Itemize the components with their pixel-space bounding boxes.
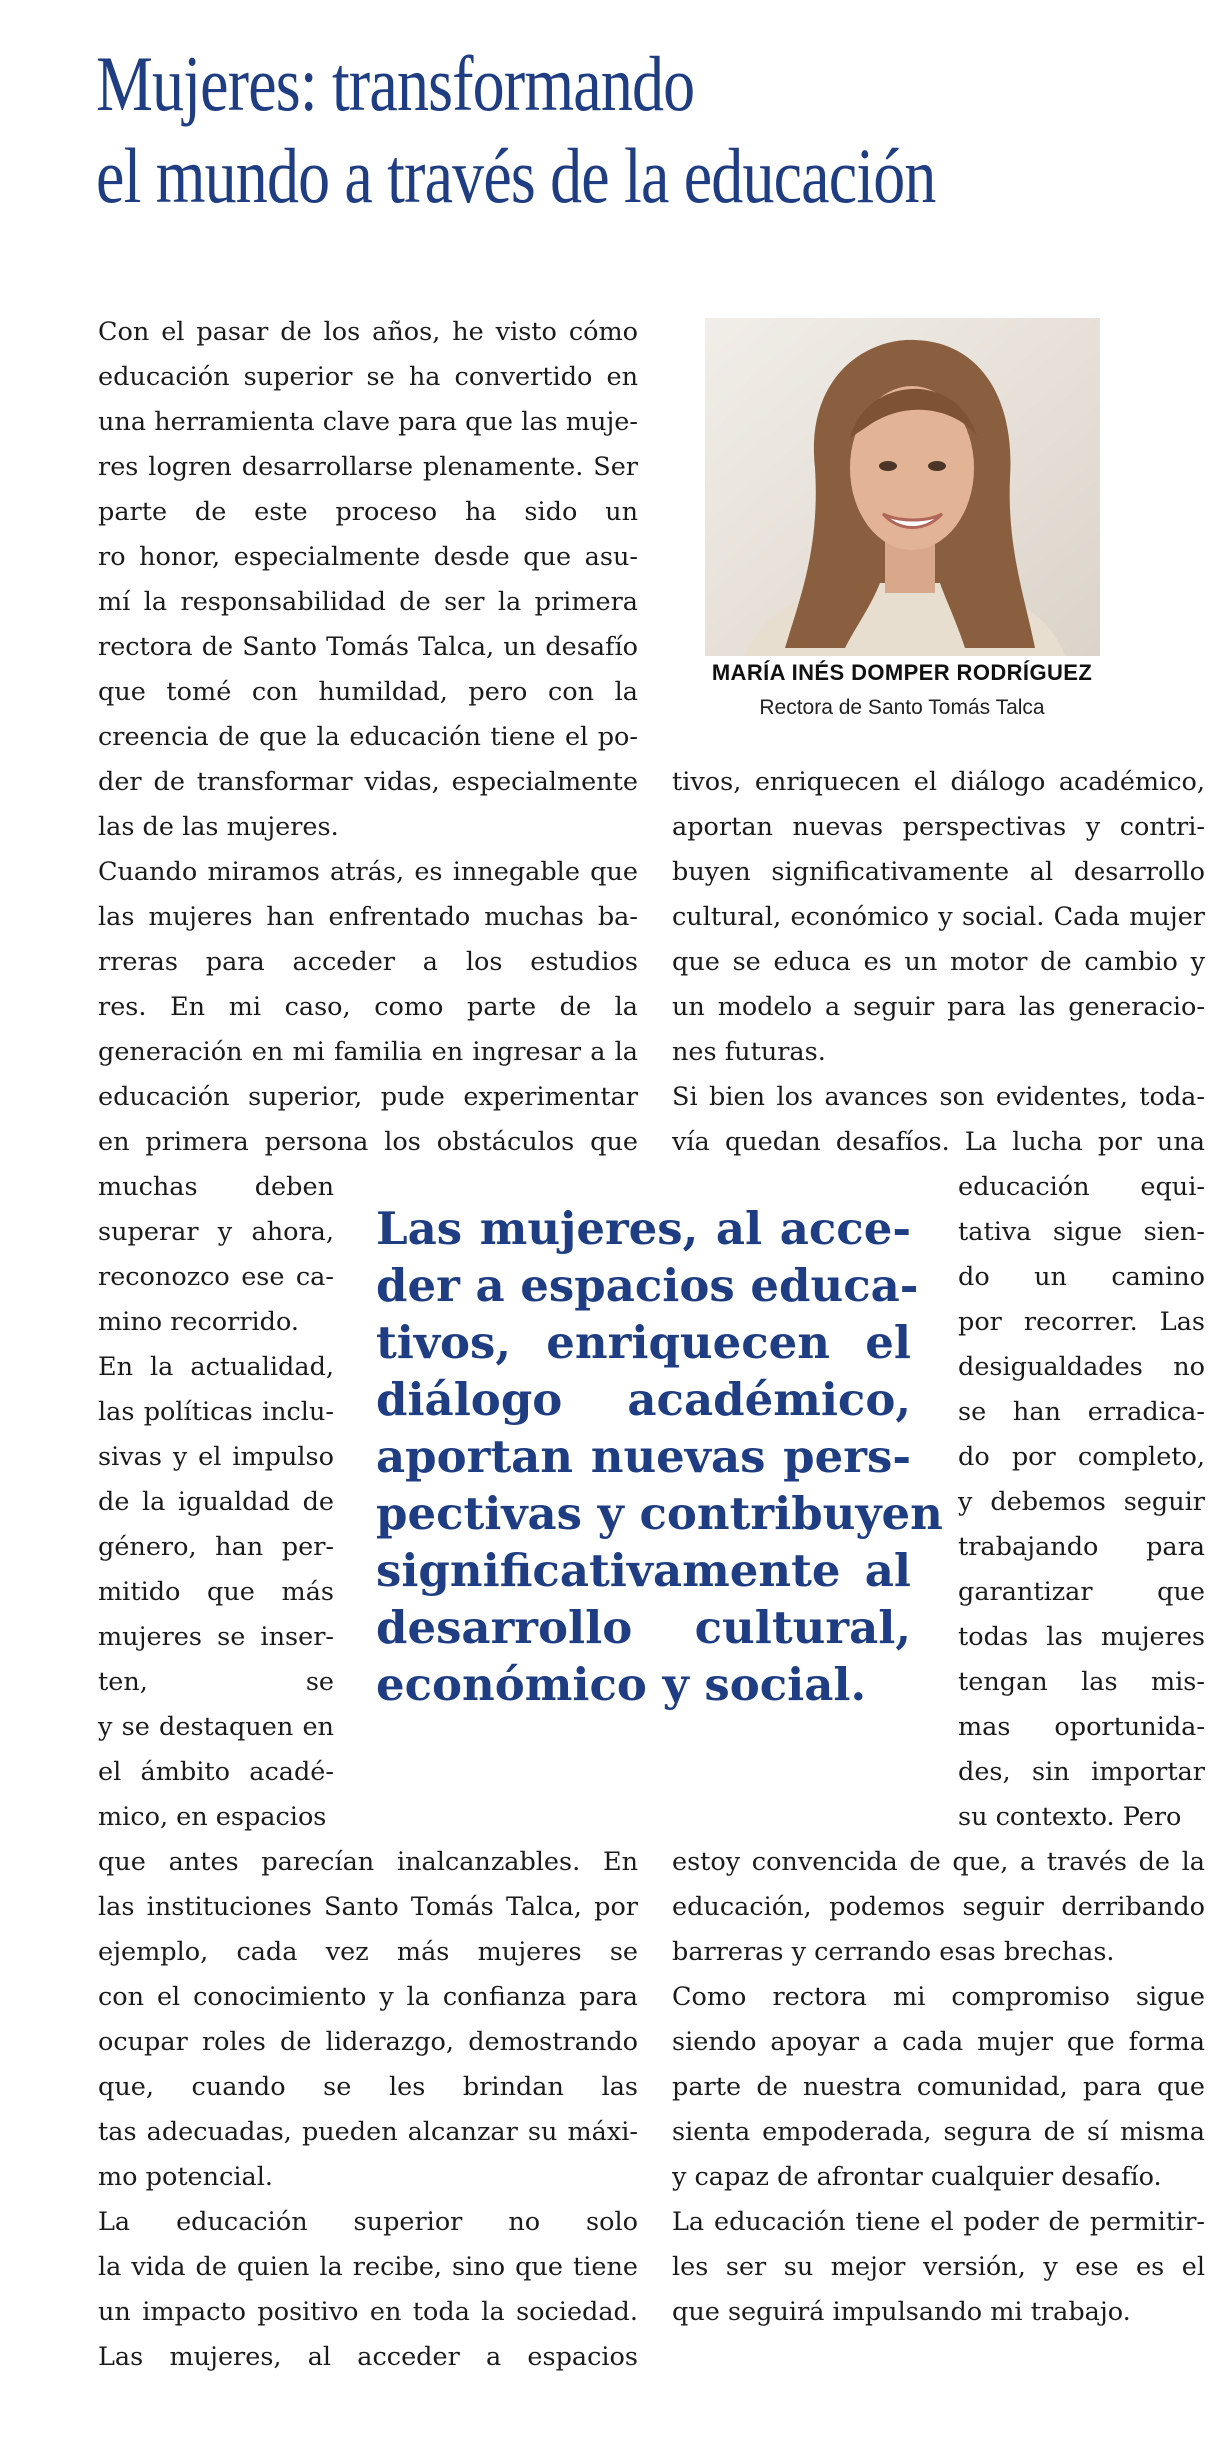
text-line: nes futuras. bbox=[672, 1037, 826, 1067]
text-line: En la actualidad, bbox=[98, 1352, 334, 1382]
text-line: garantizar que bbox=[958, 1577, 1205, 1607]
text-line: estoy convencida de que, a través de la bbox=[672, 1847, 1205, 1877]
text-line: que antes parecían inalcanzables. En bbox=[98, 1847, 638, 1877]
text-line: las de las mujeres. bbox=[98, 812, 339, 842]
portrait-drawing bbox=[705, 318, 1100, 656]
left-column-top bbox=[98, 310, 638, 1165]
text-line: ejemplo, cada vez más mujeres se bbox=[98, 1937, 638, 1967]
author-portrait bbox=[705, 318, 1100, 656]
text-line: trabajando para bbox=[958, 1532, 1205, 1562]
text-line: que, cuando se les brindan las bbox=[98, 2072, 638, 2102]
text-line: generación en mi familia en ingresar a la bbox=[98, 1037, 638, 1067]
text-line: rectora de Santo Tomás Talca, un desafío bbox=[98, 632, 638, 662]
text-line: Como rectora mi compromiso sigue bbox=[672, 1982, 1205, 2012]
text-line: ro honor, especialmente desde que asu- bbox=[98, 542, 638, 572]
text-line: siendo apoyar a cada mujer que forma bbox=[672, 2027, 1205, 2057]
text-line: la vida de quien la recibe, sino que tiene bbox=[98, 2252, 638, 2282]
text-line: les ser su mejor versión, y ese es el bbox=[672, 2252, 1205, 2282]
text-line: sienta empoderada, segura de sí misma bbox=[672, 2117, 1205, 2147]
right-top-lines bbox=[672, 760, 1205, 1165]
text-line: superar y ahora, bbox=[98, 1217, 334, 1247]
pull-quote-line: diálogo académico, bbox=[376, 1373, 911, 1426]
text-line: ocupar roles de liderazgo, demostrando bbox=[98, 2027, 638, 2057]
text-line: y debemos seguir bbox=[958, 1487, 1205, 1517]
text-line: tativa sigue sien- bbox=[958, 1217, 1205, 1247]
text-line: un modelo a seguir para las generacio- bbox=[672, 992, 1205, 1022]
text-line: rreras para acceder a los estudios bbox=[98, 947, 638, 977]
text-line: educación equi- bbox=[958, 1172, 1205, 1202]
text-line: de la igualdad de bbox=[98, 1487, 334, 1517]
text-line: educación superior se ha convertido en bbox=[98, 362, 638, 392]
text-line: por recorrer. Las bbox=[958, 1307, 1205, 1337]
text-line: un impacto positivo en toda la sociedad. bbox=[98, 2297, 638, 2327]
text-line: buyen significativamente al desarrollo bbox=[672, 857, 1205, 887]
pull-quote-line: aportan nuevas pers- bbox=[376, 1430, 911, 1483]
text-line: las políticas inclu- bbox=[98, 1397, 334, 1427]
text-line: mí la responsabilidad de ser la primera bbox=[98, 587, 638, 617]
right-column-bottom bbox=[672, 1840, 1205, 2335]
text-line: una herramienta clave para que las muje- bbox=[98, 407, 638, 437]
text-line: ten, se bbox=[98, 1667, 334, 1697]
text-line: tivos, enriquecen el diálogo académico, bbox=[672, 767, 1205, 797]
text-line: mo potencial. bbox=[98, 2162, 273, 2192]
text-line: La educación superior no solo bbox=[98, 2207, 638, 2237]
text-line: des, sin importar bbox=[958, 1757, 1205, 1787]
left-top-lines bbox=[98, 310, 638, 1165]
left-narrow-lines bbox=[98, 1165, 334, 1840]
text-line: las mujeres han enfrentado muchas ba- bbox=[98, 902, 638, 932]
text-line: y capaz de afrontar cualquier desafío. bbox=[672, 2162, 1162, 2192]
text-line: sivas y el impulso bbox=[98, 1442, 334, 1472]
text-line: La educación tiene el poder de permitir- bbox=[672, 2207, 1205, 2237]
right-narrow-lines bbox=[958, 1165, 1205, 1840]
text-line: que tomé con humildad, pero con la bbox=[98, 677, 638, 707]
text-line: con el conocimiento y la confianza para bbox=[98, 1982, 638, 2012]
article-title bbox=[96, 38, 982, 222]
pull-quote-line: significativamente al bbox=[376, 1544, 911, 1597]
left-column-narrow bbox=[98, 1165, 334, 1840]
right-column-narrow bbox=[958, 1165, 1205, 1840]
text-line: mico, en espacios bbox=[98, 1802, 327, 1832]
text-line: muchas deben bbox=[98, 1172, 334, 1202]
text-line: que se educa es un motor de cambio y bbox=[672, 947, 1205, 977]
text-line: aportan nuevas perspectivas y contri- bbox=[672, 812, 1205, 842]
text-line: su contexto. Pero bbox=[958, 1802, 1182, 1832]
text-line: educación, podemos seguir derribando bbox=[672, 1892, 1205, 1922]
text-line: Con el pasar de los años, he visto cómo bbox=[98, 317, 638, 347]
text-line: res. En mi caso, como parte de la bbox=[98, 992, 638, 1022]
text-line: creencia de que la educación tiene el po- bbox=[98, 722, 638, 752]
text-line: Cuando miramos atrás, es innegable que bbox=[98, 857, 638, 887]
right-bottom-lines bbox=[672, 1840, 1205, 2335]
text-line: parte de nuestra comunidad, para que bbox=[672, 2072, 1205, 2102]
pull-quote-line: tivos, enriquecen el bbox=[376, 1316, 911, 1369]
text-line: res logren desarrollarse plenamente. Ser bbox=[98, 452, 638, 482]
pull-quote-line: económico y social. bbox=[376, 1658, 867, 1711]
title-line-1: Mujeres: transformando bbox=[96, 40, 695, 127]
author-role: Rectora de Santo Tomás Talca bbox=[759, 696, 1045, 719]
text-line: Las mujeres, al acceder a espacios bbox=[98, 2342, 638, 2372]
pull-quote-lines bbox=[376, 1200, 943, 1713]
text-line: do por completo, bbox=[958, 1442, 1205, 1472]
pull-quote-line: pectivas y contribuyen bbox=[376, 1487, 943, 1540]
text-line: mitido que más bbox=[98, 1577, 334, 1607]
text-line: educación superior, pude experimentar bbox=[98, 1082, 638, 1112]
text-line: desigualdades no bbox=[958, 1352, 1205, 1382]
pull-quote-line: desarrollo cultural, bbox=[376, 1601, 911, 1654]
text-line: cultural, económico y social. Cada mujer bbox=[672, 902, 1205, 932]
text-line: barreras y cerrando esas brechas. bbox=[672, 1937, 1115, 1967]
text-line: mino recorrido. bbox=[98, 1307, 299, 1337]
text-line: mas oportunida- bbox=[958, 1712, 1205, 1742]
pull-quote-line: Las mujeres, al acce- bbox=[376, 1202, 911, 1255]
text-line: tengan las mis- bbox=[958, 1667, 1205, 1697]
text-line: todas las mujeres bbox=[958, 1622, 1205, 1652]
text-line: vía quedan desafíos. La lucha por una bbox=[672, 1127, 1205, 1157]
text-line: y se destaquen en bbox=[98, 1712, 334, 1742]
pull-quote bbox=[376, 1200, 943, 1713]
text-line: que seguirá impulsando mi trabajo. bbox=[672, 2297, 1131, 2327]
text-line: Si bien los avances son evidentes, toda- bbox=[672, 1082, 1205, 1112]
text-line: se han erradica- bbox=[958, 1397, 1205, 1427]
text-line: las instituciones Santo Tomás Talca, por bbox=[98, 1892, 638, 1922]
text-line: reconozco ese ca- bbox=[98, 1262, 334, 1292]
text-line: mujeres se inser- bbox=[98, 1622, 334, 1652]
right-column-top bbox=[672, 760, 1205, 1165]
author-name: MARÍA INÉS DOMPER RODRÍGUEZ bbox=[711, 660, 1093, 685]
pull-quote-line: der a espacios educa- bbox=[376, 1259, 919, 1312]
left-bottom-lines bbox=[98, 1840, 638, 2380]
text-line: tas adecuadas, pueden alcanzar su máxi- bbox=[98, 2117, 638, 2147]
text-line: en primera persona los obstáculos que bbox=[98, 1127, 638, 1157]
text-line: do un camino bbox=[958, 1262, 1205, 1292]
left-column-bottom bbox=[98, 1840, 638, 2380]
text-line: el ámbito acadé- bbox=[98, 1757, 334, 1787]
text-line: parte de este proceso ha sido un bbox=[98, 497, 638, 527]
title-line-2: el mundo a través de la educación bbox=[96, 132, 936, 219]
text-line: género, han per- bbox=[98, 1532, 334, 1562]
text-line: der de transformar vidas, especialmente bbox=[98, 767, 638, 797]
